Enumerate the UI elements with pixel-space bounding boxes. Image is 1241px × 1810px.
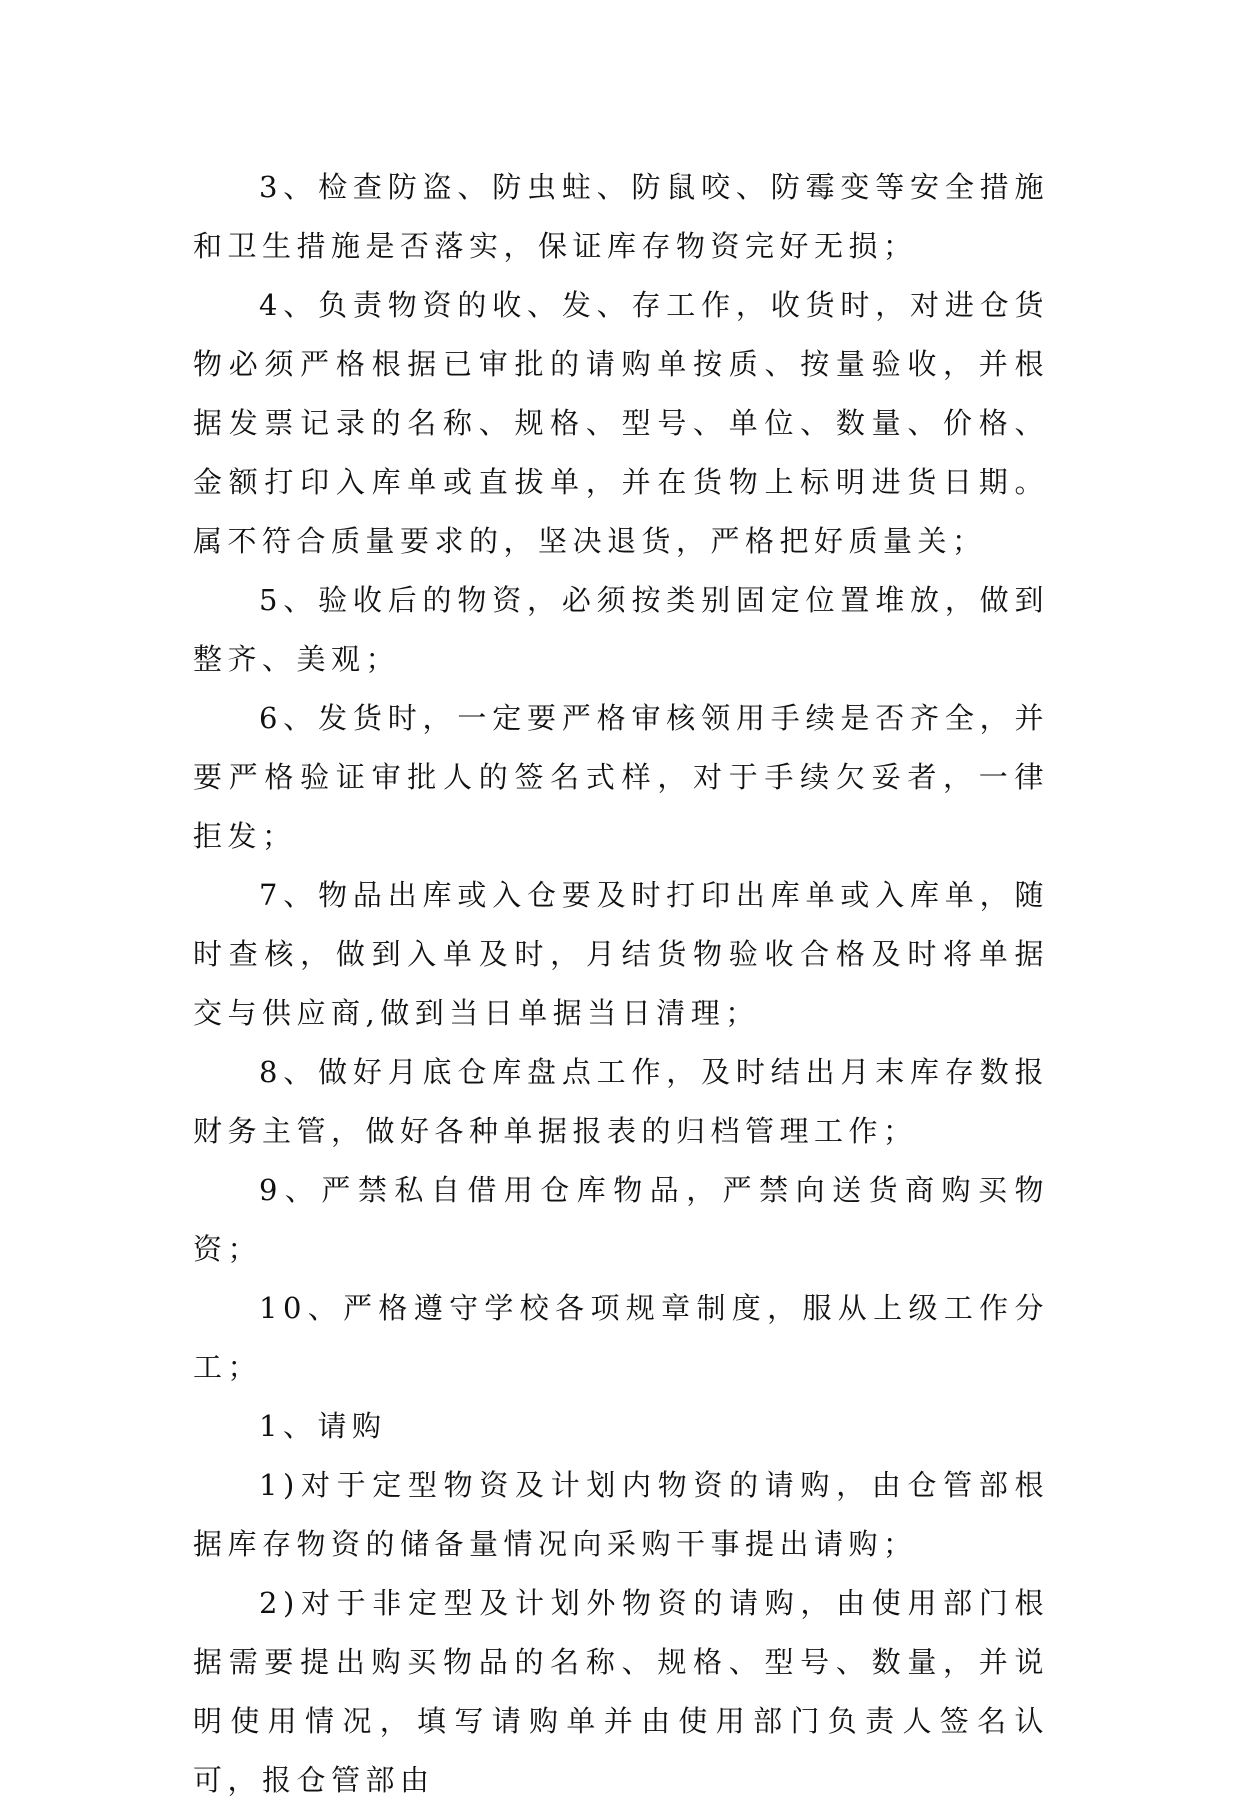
paragraph-item-6: 6、发货时，一定要严格审核领用手续是否齐全，并要严格验证审批人的签名式样，对于手续欠妥者，一律拒发；: [193, 701, 1049, 853]
paragraph-item-10: 10、严格遵守学校各项规章制度，服从上级工作分工；: [193, 1291, 1049, 1384]
paragraph-item-3: 3、检查防盗、防虫蛀、防鼠咬、防霉变等安全措施和卫生措施是否落实，保证库存物资完好无损；: [193, 170, 1049, 263]
section-heading-purchase-request: 1、请购: [259, 1409, 387, 1443]
paragraph-item-9: 9、严禁私自借用仓库物品，严禁向送货商购买物资；: [193, 1173, 1049, 1266]
paragraph-subitem-2: 2)对于非定型及计划外物资的请购，由使用部门根据需要提出购买物品的名称、规格、型号、数量，并说明使用情况，填写请购单并由使用部门负责人签名认可，报仓管部由: [193, 1586, 1049, 1797]
paragraph-subitem-1: 1)对于定型物资及计划内物资的请购，由仓管部根据库存物资的储备量情况向采购干事提出请购；: [193, 1468, 1049, 1561]
document-body: [193, 158, 1049, 1810]
paragraph-item-8: 8、做好月底仓库盘点工作，及时结出月末库存数报财务主管，做好各种单据报表的归档管理工作；: [193, 1055, 1049, 1148]
paragraph-item-7: 7、物品出库或入仓要及时打印出库单或入库单，随时查核，做到入单及时，月结货物验收合格及时将单据交与供应商,做到当日单据当日清理；: [193, 878, 1049, 1030]
paragraph-item-4: 4、负责物资的收、发、存工作，收货时，对进仓货物必须严格根据已审批的请购单按质、按量验收，并根据发票记录的名称、规格、型号、单位、数量、价格、金额打印入库单或直拔单，并在货物上标明进货日期。属不符合质量要求的，坚决退货，严格把好质量关；: [193, 288, 1049, 558]
paragraph-item-5: 5、验收后的物资，必须按类别固定位置堆放，做到整齐、美观；: [193, 583, 1049, 676]
